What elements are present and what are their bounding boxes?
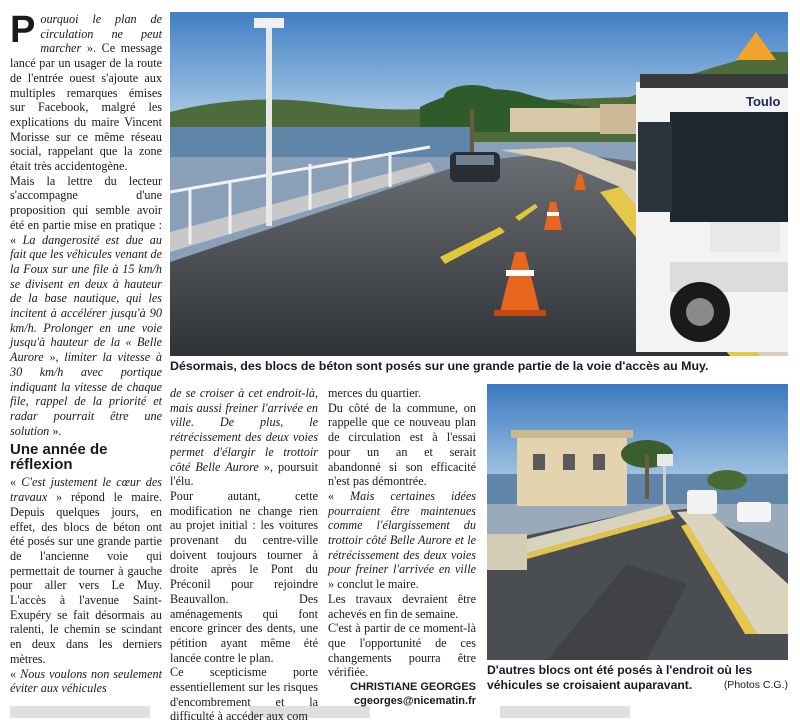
paragraph-skepticism-start: Ce scepticisme porte essentiellement sur les risques d'encombrement et la difficulté à accéder aux com (170, 665, 318, 724)
truck-lettering: Toulo (746, 94, 781, 109)
mayor-quote-attribution: », poursuit l'élu. (170, 459, 318, 489)
article-column-middle-2 (328, 386, 476, 708)
paragraph-verification: C'est à partir de ce moment-là que l'opportunité de ces changements pourra être vérifiée. (328, 621, 476, 680)
proposal-intro: Mais la lettre du lecteur s'accompagne d'une proposition qui semble avoir été en partie mise en pratique : « (10, 173, 162, 247)
lead-text: ». Ce message lancé par un usager de la route de l'entrée ouest s'ajoute aux multiples remarques émises sur Facebook, malgré les explications du maire Vincent Morisse sur ce même réseau social, rappelant que la zone était très accidentogène. (10, 41, 162, 174)
paragraph-proposal (10, 174, 162, 439)
second-caption-text: D'autres blocs ont été posés à l'endroit où les véhicules se croisaient auparavant. (487, 663, 753, 692)
paragraph-skepticism-end: merces du quartier. (328, 386, 422, 400)
lead-paragraph (10, 9, 162, 174)
lead-quote: ourquoi le plan de circulation ne peut marcher (40, 12, 162, 56)
mayor-reply-text: » répond le maire. Depuis quelques jours, en effet, des blocs de béton ont été posés sur une grande partie de l'ancienne voie qui permettait de tourner à gauche pour aller vers Le Muy. L'accès à l'avenue Saint-Exupéry se fait désormais au ralenti, le chemin se scindant en deux dans les derniers mètres. (10, 490, 162, 666)
article-column-left (10, 9, 163, 696)
proposal-end: ». (49, 423, 62, 438)
mayor-quote-end: de se croiser à cet endroit-là, mais aussi freiner l'arrivée en ville. De plus, le rétrécissement des deux voies permet d'élargir le trottoir côté Belle Aurore (170, 386, 318, 474)
paragraph-mayor-quote-start (10, 667, 162, 696)
paragraph-mayor-quote-cont (170, 386, 318, 489)
quote-open: « (328, 488, 351, 503)
photo-credit: (Photos C.G.) (723, 678, 788, 691)
drop-cap: P (10, 9, 36, 51)
proposal-quote: La dangerosité est due au fait que les véhicules venant de la Foux sur une file à 15 km/h se divisent en deux à hauteur de la base nautique, qui les incitent à accélérer jusqu'à 90 km/h. Prolonger en une voie jusqu'à hauteur de la « Belle Aurore », limiter la vitesse à 30 km/h avec portique indiquant la vitesse de chaque file, rappel de la priorité et radar pourrait être une solution (10, 232, 162, 438)
paragraph-mayor-reply (10, 475, 162, 666)
photo-main-road-works (170, 12, 788, 356)
cutoff-headline-shapes (0, 698, 800, 715)
photo-second-caption (487, 663, 788, 692)
crossing-photo-illustration (487, 384, 788, 660)
photo-second-crossing (487, 384, 788, 660)
mayor-quote: C'est justement le cœur des travaux (10, 475, 163, 505)
paragraph-conclusion-quote (328, 489, 476, 592)
section-subhead: Une année de réflexion (10, 441, 108, 474)
quote-open: « (10, 475, 22, 490)
article-column-middle-1 (170, 386, 318, 724)
road-photo-illustration (170, 12, 788, 356)
author-name: CHRISTIANE GEORGES (350, 681, 476, 694)
mayor-quote-start: Nous voulons non seulement éviter aux véhicules (10, 666, 162, 696)
conclusion-quote: Mais certaines idées pourraient être maintenues comme l'élargissement du trottoir côté Belle Aurore et le rétrécissement des deux voies pour freiner l'arrivée en ville (328, 488, 476, 577)
author-email: cgeorges@nicematin.fr (354, 695, 476, 708)
paragraph-commune: Du côté de la commune, on rappelle que ce nouveau plan de circulation est à l'essai pour un an et serait abandonné si son efficacité n'est pas démontrée. (328, 400, 476, 489)
next-article-cutoff (0, 698, 800, 715)
quote-open: « (10, 666, 21, 681)
photo-main-caption: Désormais, des blocs de béton sont posés sur une grande partie de la voie d'accès au Muy. (170, 359, 709, 373)
paragraph-works: Les travaux devraient être achevés en fin de semaine. (328, 591, 476, 621)
paragraph-project: Pour autant, cette modification ne change rien au projet initial : les voitures provenant du centre-ville doivent toujours tourner à droite après le Pont du Préconil pour rejoindre Beauvallon. Des aménagements qui font encore grincer des dents, une pétition ayant même été lancée contre le plan. (170, 488, 318, 665)
conclusion-attribution: » conclut le maire. (328, 577, 419, 592)
